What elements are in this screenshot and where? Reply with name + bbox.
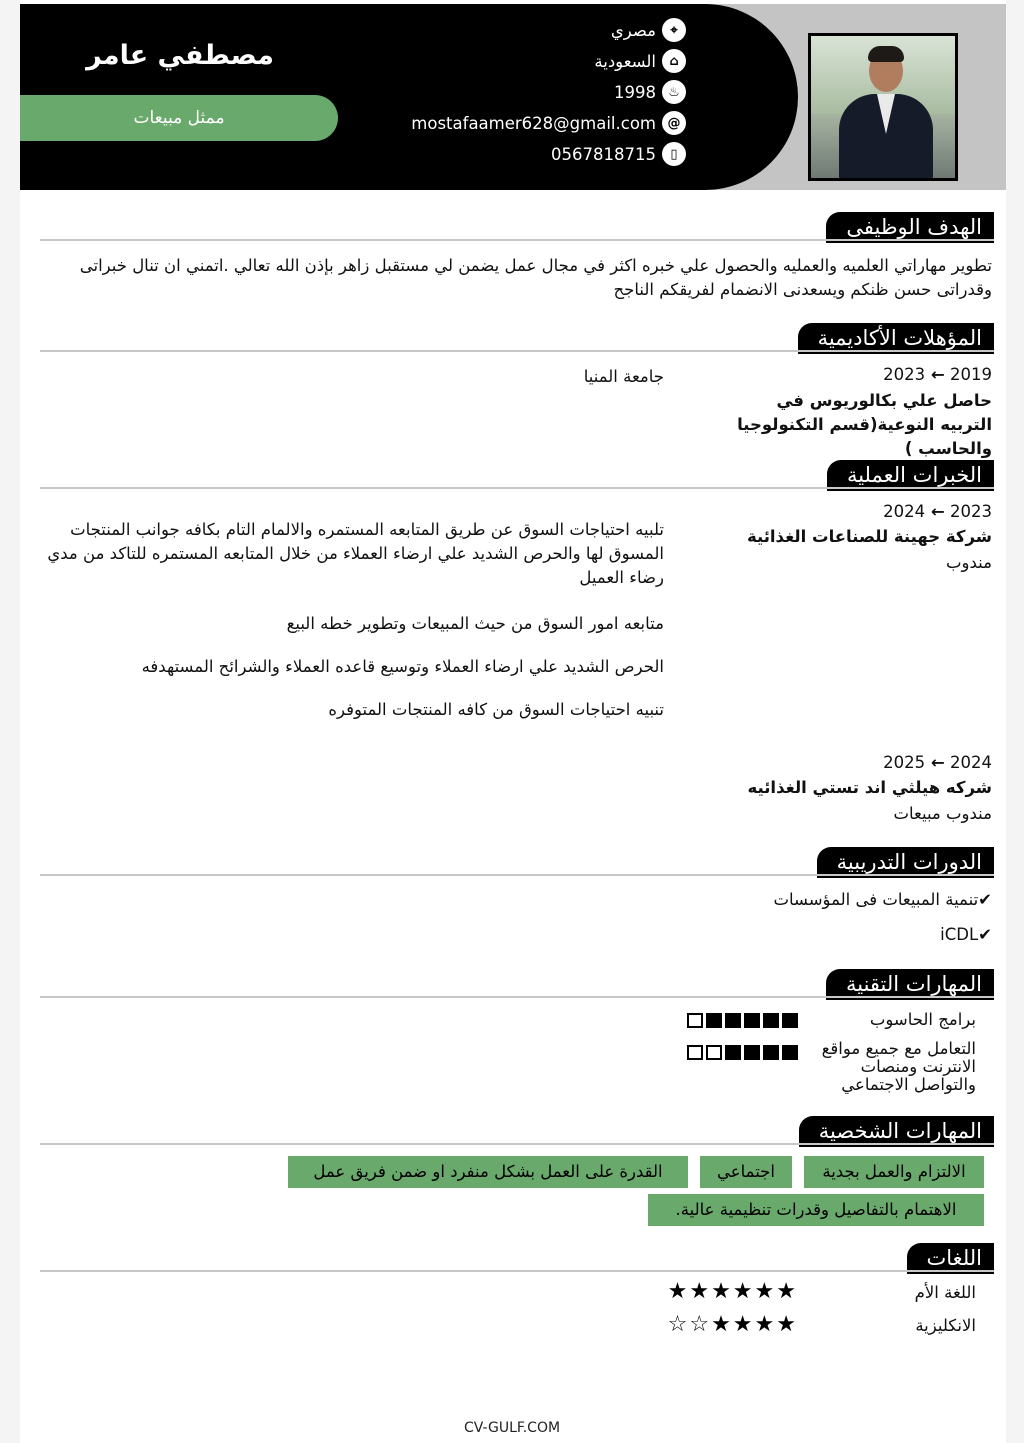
date-to: 2025 [883,753,926,772]
phone-icon: ▯ [662,142,686,166]
date-from: 2023 [950,502,992,521]
date-to: 2024 [883,502,926,521]
language-name: الانكليزية [915,1316,976,1335]
email-icon: @ [662,111,686,135]
job-duty: تلبيه احتياجات السوق عن طريق المتابعه المستمره والالمام التام بكافه جوانب المنتجات المسوق لها والحرص الشديد علي ارضاء العملاء من خلال المتابعه المستمره للتاكد من مدي رضاء العميل [47,520,664,587]
section-divider [40,874,994,876]
education-degree: حاصل علي بكالوريوس في التربيه النوعية(قسم التكنولوجيا والحاسب ) [737,391,992,458]
job-duty: الحرص الشديد علي ارضاء العملاء وتوسيع قاعده العملاء والشرائح المستهدفه [141,657,664,676]
course-item: ✔iCDL [940,925,992,944]
skill-level-filled [725,1045,741,1060]
skill-level-empty [706,1045,722,1060]
star-filled-icon: ★ [754,1279,777,1304]
page-frame-right [1006,0,1024,1443]
skill-level-filled [763,1045,779,1060]
contact-value: مصري [610,20,656,40]
contact-value[interactable]: mostafaamer628@gmail.com [411,113,656,133]
star-empty-icon: ☆ [667,1312,690,1337]
section-divider [40,1270,994,1272]
date-from: 2024 [950,753,992,772]
profile-name: مصطفي عامر [86,40,274,71]
star-filled-icon: ★ [732,1279,755,1304]
section-divider [40,996,994,998]
date-to: 2023 [883,365,926,384]
profile-photo [808,33,958,181]
star-filled-icon: ★ [689,1279,712,1304]
soft-skill-chip: اجتماعي [700,1156,792,1188]
contact-country [594,48,686,74]
skill-level-filled [782,1013,798,1028]
contact-value: السعودية [594,51,656,71]
education-heading: المؤهلات الأكاديمية [798,323,994,354]
job-role: مندوب مبيعات [893,804,992,823]
soft-skill-chip: القدرة على العمل بشكل منفرد او ضمن فريق عمل [288,1156,688,1188]
page-frame-left [0,0,20,1443]
skill-level-filled [725,1013,741,1028]
language-rating-stars [668,1312,798,1337]
skill-level-empty [687,1013,703,1028]
star-filled-icon: ★ [667,1279,690,1304]
arrow-left-icon: ← [925,365,945,384]
section-divider [40,350,994,352]
arrow-left-icon: ← [925,502,945,521]
contact-value[interactable]: 0567818715 [551,144,656,164]
date-from: 2019 [950,365,992,384]
tech-skills-heading: المهارات التقنية [826,969,994,1000]
soft-skill-chip: الالتزام والعمل بجدية [804,1156,984,1188]
objective-text: تطوير مهاراتي العلميه والعمليه والحصول علي خبره اكثر في مجال عمل يضمن لي مستقبل زاهر بإذن الله تعالي .اتمني ان تنال خبراتى وقدراتى حسن ظنكم ويسعدنى الانضمام لفريقكم الناجح [79,256,992,299]
skill-level-empty [687,1045,703,1060]
tech-skill-name: برامج الحاسوب [869,1010,976,1029]
section-divider [40,1143,994,1145]
contact-value: 1998 [614,82,656,102]
language-name: اللغة الأم [914,1283,976,1302]
contact-birth-year [614,79,686,105]
soft-skills-heading: المهارات الشخصية [799,1116,994,1147]
objective-heading: الهدف الوظيفى [826,212,994,243]
experience-heading: الخبرات العملية [827,460,994,491]
course-item: ✔تنمية المبيعات فى المؤسسات [773,890,992,909]
checkmark-icon: ✔ [978,925,992,944]
contact-phone[interactable] [551,141,686,167]
home-icon: ⌂ [662,49,686,73]
contact-nationality [611,17,686,43]
job-role: مندوب [946,553,992,572]
job-company: شركة جهينة للصناعات الغذائية [746,527,992,546]
courses-heading: الدورات التدريبية [817,847,994,878]
soft-skill-chip: الاهتمام بالتفاصيل وقدرات تنظيمية عالية. [648,1194,984,1226]
section-divider [40,487,994,489]
job-title-badge: ممثل مبيعات [20,95,338,141]
star-filled-icon: ★ [776,1312,798,1337]
star-filled-icon: ★ [711,1279,733,1304]
section-divider [40,239,994,241]
footer-brand: CV-GULF.COM [463,1420,561,1436]
skill-level-filled [744,1013,760,1028]
checkmark-icon: ✔ [978,890,992,909]
location-icon: ⌖ [662,18,686,42]
star-filled-icon: ★ [754,1312,777,1337]
skill-level-filled [782,1045,798,1060]
star-filled-icon: ★ [776,1279,798,1304]
education-school: جامعة المنيا [583,367,664,386]
star-filled-icon: ★ [711,1312,733,1337]
job-dates [883,502,992,521]
job-duty: متابعه امور السوق من حيث المبيعات وتطوير خطه البيع [286,614,664,633]
job-dates [883,753,992,772]
skill-level-bar [684,1010,798,1029]
skill-level-filled [763,1013,779,1028]
skill-level-filled [706,1013,722,1028]
arrow-left-icon: ← [925,753,945,772]
job-company: شركه هيلثي اند تستي الغذائيه [747,778,992,797]
job-duty: تنبيه احتياجات السوق من كافه المنتجات المتوفره [328,700,664,719]
birthday-cake-icon: ♨ [662,80,686,104]
star-filled-icon: ★ [732,1312,755,1337]
language-rating-stars [668,1279,798,1304]
education-dates [883,365,992,384]
tech-skill-name: التعامل مع جميع مواقع الانترنت ومنصات والتواصل الاجتماعي [821,1039,976,1094]
languages-heading: اللغات [907,1243,994,1274]
skill-level-filled [744,1045,760,1060]
skill-level-bar [684,1042,798,1061]
contact-email[interactable] [411,110,686,136]
star-empty-icon: ☆ [689,1312,712,1337]
